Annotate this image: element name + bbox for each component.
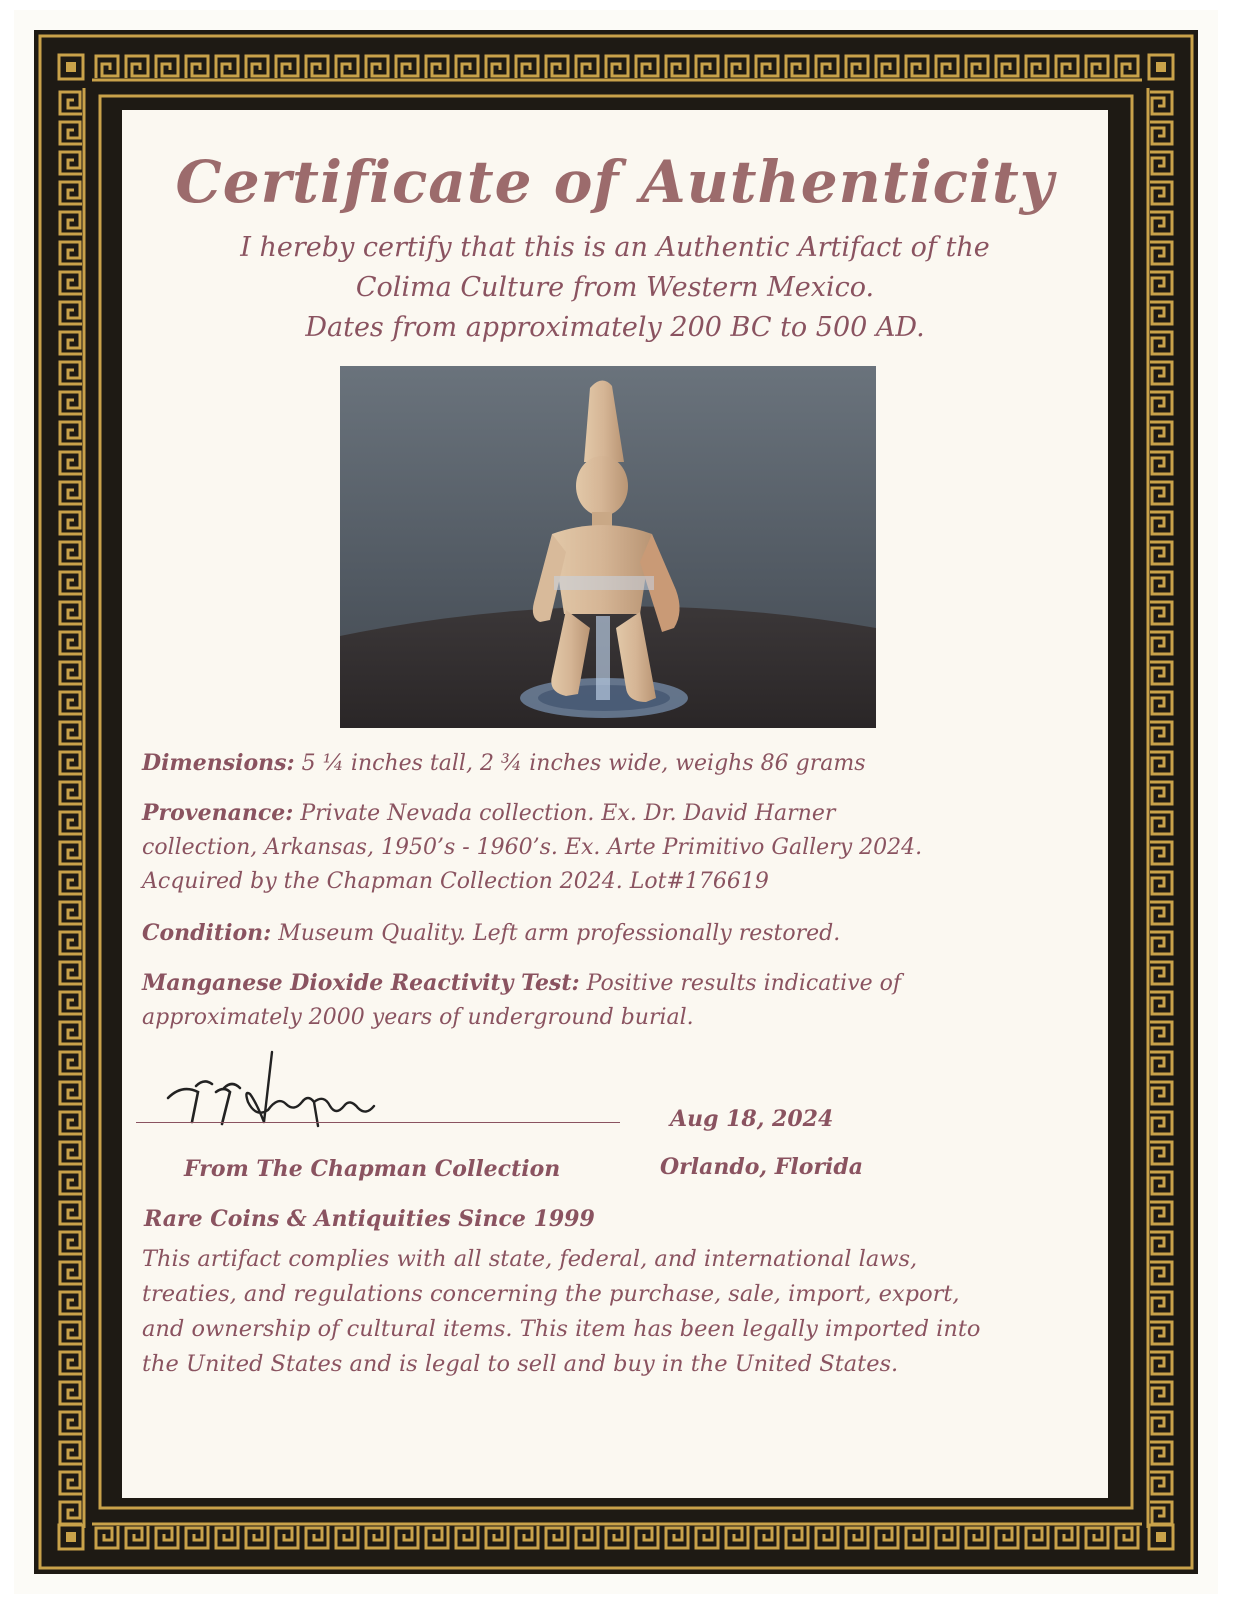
legal-line-3: and ownership of cultural items. This item has been legally imported into [142,1316,981,1342]
certificate-location: Orlando, Florida [660,1154,863,1180]
certificate-body [122,110,1108,1498]
provenance-line-2: collection, Arkansas, 1950’s - 1960’s. Ex. Arte Primitivo Gallery 2024. [142,835,923,860]
intro-line-1: I hereby certify that this is an Authentic Artifact of the [240,232,990,263]
corner-square-inner [66,1532,76,1542]
corner-square-inner [66,62,76,72]
signature-line [136,1122,620,1123]
legal-line-2: treaties, and regulations concerning the purchase, sale, import, export, [142,1281,960,1307]
dimensions-label: Dimensions: [142,750,295,776]
tagline: Rare Coins & Antiquities Since 1999 [144,1206,595,1232]
certificate-title: Certificate of Authenticity [175,148,1055,216]
legal-line-1: This artifact complies with all state, federal, and international laws, [142,1246,918,1272]
intro-line-3: Dates from approximately 200 BC to 500 AD. [305,312,925,343]
reactivity-test-label: Manganese Dioxide Reactivity Test: [142,970,580,996]
signer-label: From The Chapman Collection [184,1156,561,1182]
corner-square-inner [1156,62,1166,72]
provenance-field [142,796,1072,899]
dimensions-value: 5 ¼ inches tall, 2 ¾ inches wide, weighs 86 grams [301,751,866,776]
condition-field [142,916,1072,951]
condition-value: Museum Quality. Left arm professionally restored. [278,921,841,946]
reactivity-test-field [142,966,1072,1035]
intro-line-2: Colima Culture from Western Mexico. [355,272,875,303]
reactivity-test-line-1: Positive results indicative of [586,971,902,996]
legal-line-4: the United States and is legal to sell and buy in the United States. [142,1351,899,1377]
certificate-date: Aug 18, 2024 [670,1106,834,1132]
provenance-label: Provenance: [142,800,294,826]
artifact-photo [340,366,876,728]
dimensions-field [142,746,1072,781]
legal-notice [142,1242,1082,1382]
certificate-sheet [14,10,1218,1594]
provenance-line-3: Acquired by the Chapman Collection 2024. Lot#176619 [142,869,769,894]
reactivity-test-line-2: approximately 2000 years of underground burial. [142,1005,694,1030]
condition-label: Condition: [142,920,272,946]
corner-square-inner [1156,1532,1166,1542]
provenance-line-1: Private Nevada collection. Ex. Dr. David Harner [300,801,836,826]
